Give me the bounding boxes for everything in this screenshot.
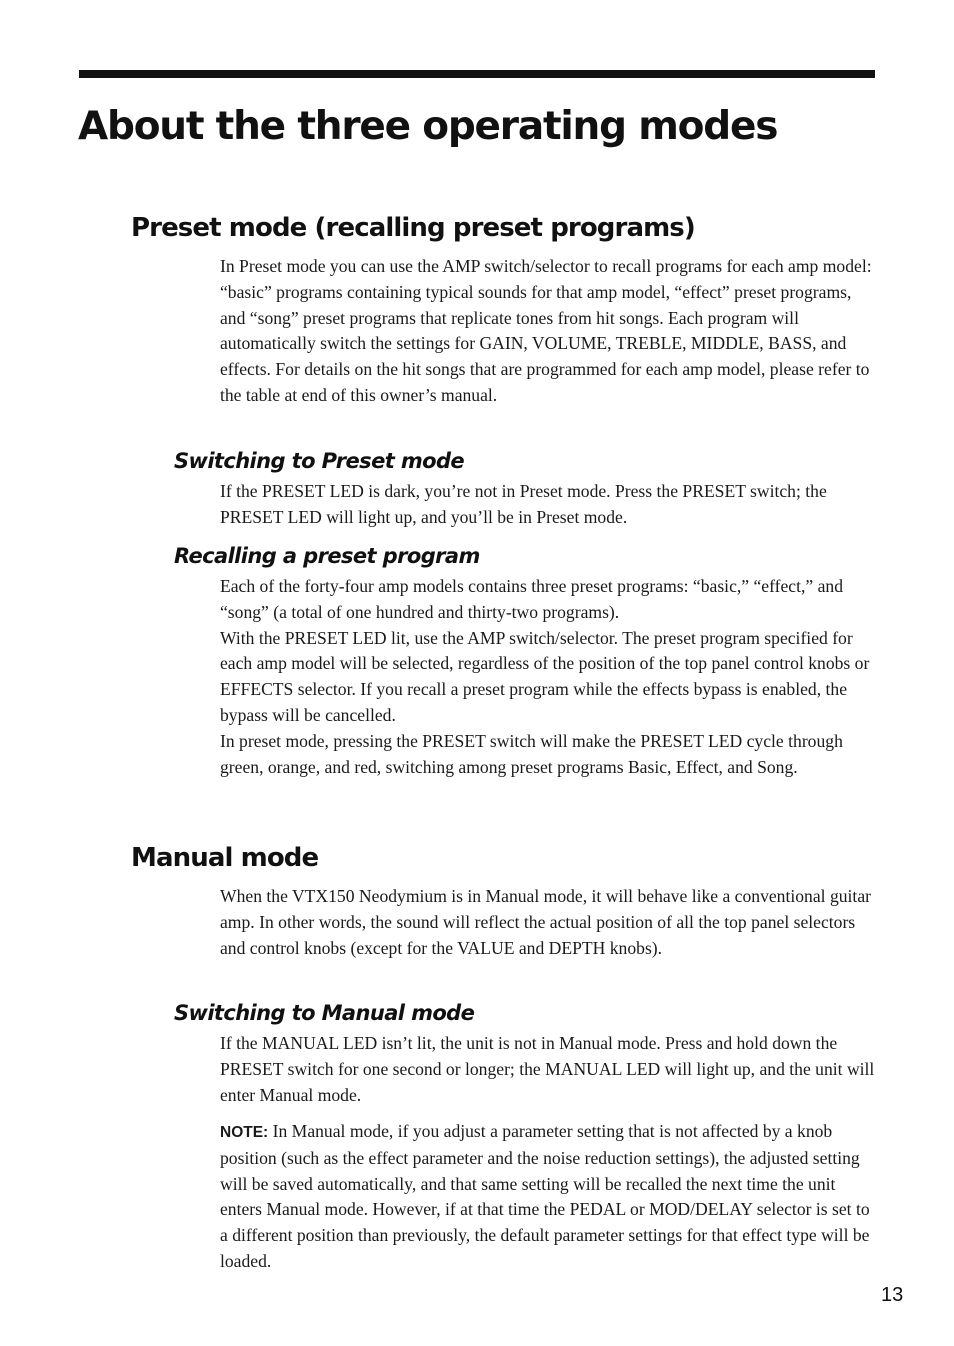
preset-mode-intro-text: In Preset mode you can use the AMP switch/selector to recall programs for each amp model: “basic” programs containing typical sounds for that amp model, “effect” preset programs, and “song” preset programs that replicate tones from hit songs. Each program will automatically switch the settings for GAIN, VOLUME, TREBLE, MIDDLE, BASS, and effects. For details on the hit songs that are programmed for each amp model, please refer to the table at end of this owner’s manual. — [220, 256, 872, 405]
manual-mode-intro — [220, 884, 876, 961]
switching-to-manual-body — [220, 1031, 876, 1108]
page-title: About the three operating modes — [78, 104, 778, 149]
note-body: In Manual mode, if you adjust a parameter setting that is not affected by a knob position (such as the effect parameter and the noise reduction settings), the adjusted setting will be saved automatically, and that same setting will be recalled the next time the unit enters Manual mode. However, if at that time the PEDAL or MOD/DELAY selector is set to a different position than previously, the default parameter settings for that effect type will be loaded. — [220, 1121, 870, 1271]
manual-mode-intro-text: When the VTX150 Neodymium is in Manual mode, it will behave like a conventional guitar amp. In other words, the sound will reflect the actual position of all the top panel selectors and control knobs (except for the VALUE and DEPTH knobs). — [220, 886, 871, 958]
recalling-preset-para-3: In preset mode, pressing the PRESET switch will make the PRESET LED cycle through green, orange, and red, switching among preset programs Basic, Effect, and Song. — [220, 730, 843, 777]
switching-to-preset-heading: Switching to Preset mode — [174, 449, 465, 473]
switching-to-preset-text: If the PRESET LED is dark, you’re not in Preset mode. Press the PRESET switch; the PRESET LED will light up, and you’ll be in Preset mode. — [220, 481, 827, 527]
recalling-preset-para-1: Each of the forty-four amp models contains three preset programs: “basic,” “effect,” and “song” (a total of one hundred and thirty-two programs). — [220, 576, 844, 622]
preset-mode-heading: Preset mode (recalling preset programs) — [131, 213, 695, 243]
switching-to-preset-body — [220, 479, 876, 531]
preset-mode-intro — [220, 254, 876, 409]
page-number: 13 — [881, 1284, 904, 1306]
switching-to-manual-text: If the MANUAL LED isn’t lit, the unit is not in Manual mode. Press and hold down the PRESET switch for one second or longer; the MANUAL LED will light up, and the unit will enter Manual mode. — [220, 1033, 875, 1105]
manual-note-text — [220, 1119, 876, 1275]
recalling-preset-body — [220, 574, 876, 780]
manual-mode-heading: Manual mode — [131, 843, 319, 873]
recalling-preset-heading: Recalling a preset program — [174, 544, 480, 568]
manual-note — [220, 1119, 876, 1275]
recalling-preset-para-2: With the PRESET LED lit, use the AMP switch/selector. The preset program specified for each amp model will be selected, regardless of the position of the top panel control knobs or EFFECTS selector. If you recall a preset program while the effects bypass is enabled, the bypass will be cancelled. — [220, 627, 870, 725]
header-rule — [79, 70, 875, 78]
note-label: NOTE: — [220, 1124, 269, 1141]
switching-to-manual-heading: Switching to Manual mode — [174, 1001, 475, 1025]
